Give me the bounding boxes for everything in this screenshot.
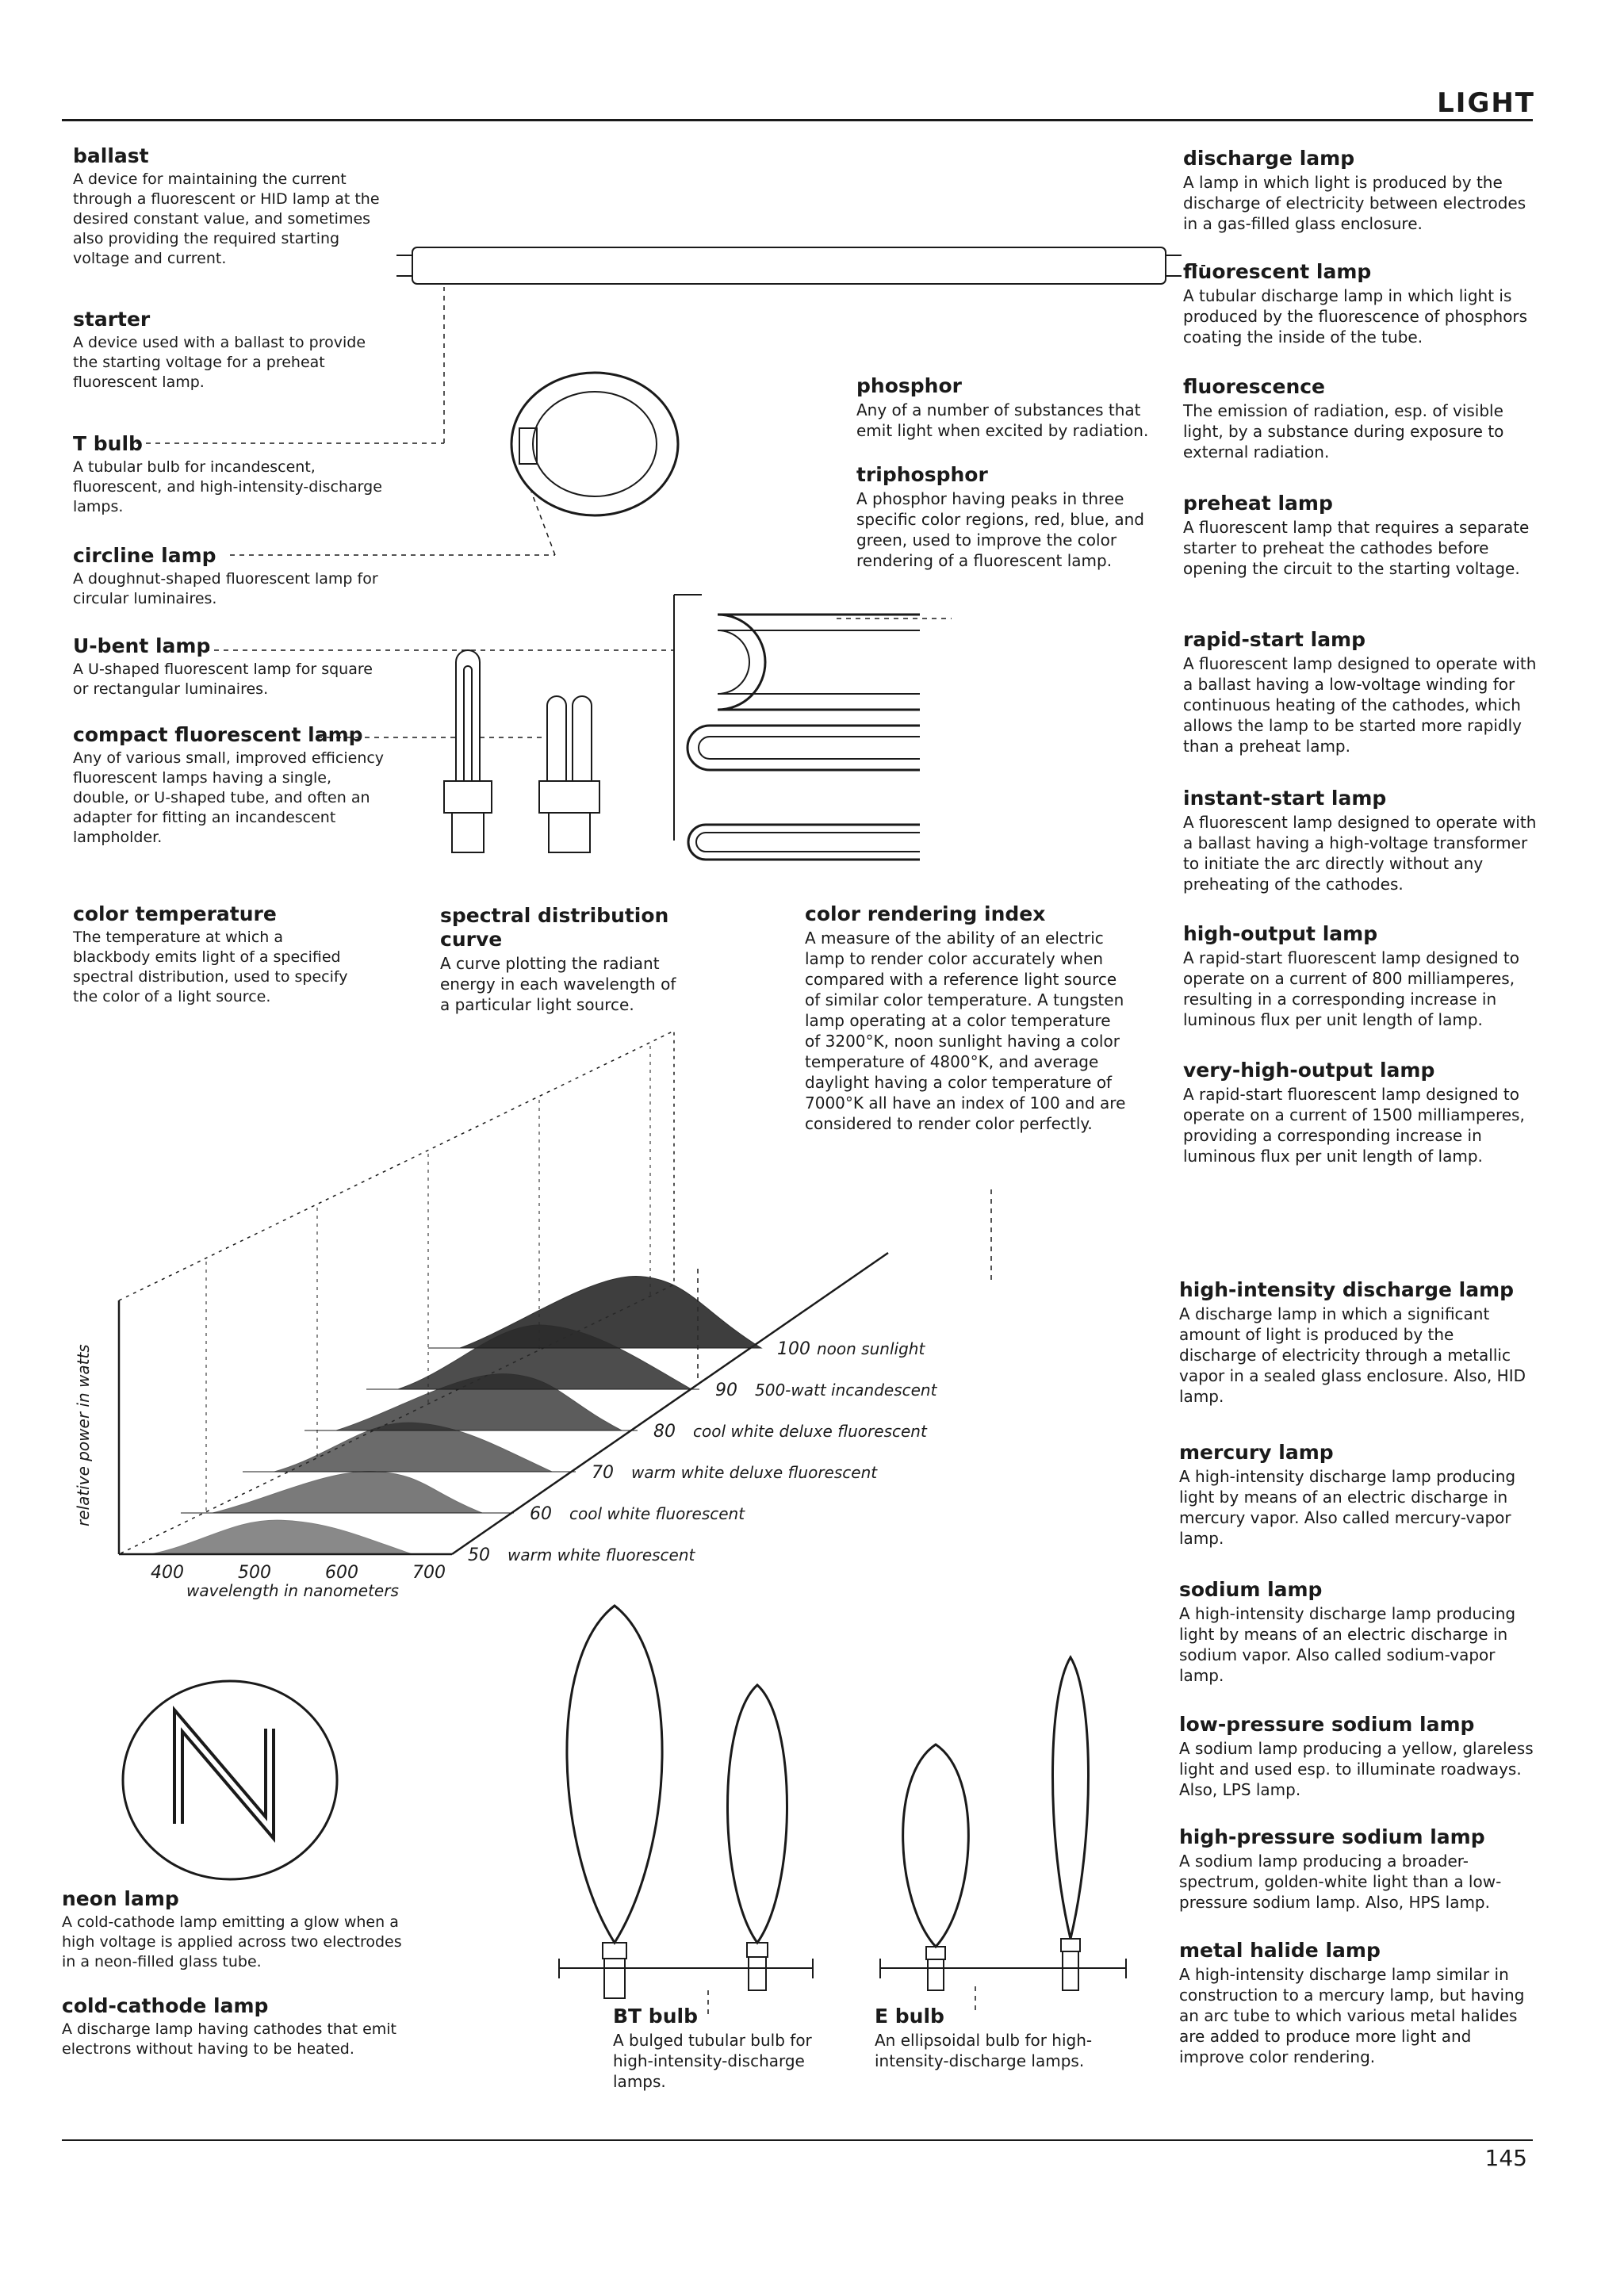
entry-definition: A device for maintaining the current through a fluorescent or HID lamp at the desired constant value, and sometimes also providing the required starting voltage and current. <box>73 170 380 267</box>
entry-very-high-output-lamp <box>1183 1059 1540 1166</box>
entry-discharge-lamp <box>1183 147 1540 234</box>
entry-circline-lamp <box>73 544 390 609</box>
entry-low-pressure-sodium-lamp <box>1179 1713 1536 1800</box>
entry-compact-fluorescent-lamp <box>73 723 390 848</box>
entry-term: preheat lamp <box>1183 492 1333 515</box>
entry-term: high-output lamp <box>1183 922 1378 945</box>
entry-term: phosphor <box>856 374 962 397</box>
entry-term: instant-start lamp <box>1183 787 1387 810</box>
entry-term: fluorescence <box>1183 375 1326 398</box>
entry-definition: Any of a number of substances that emit light when excited by radiation. <box>856 400 1149 440</box>
entry-term: fluorescent lamp <box>1183 260 1372 283</box>
entry-term: sodium lamp <box>1179 1578 1323 1601</box>
entry-definition: A sodium lamp producing a yellow, glareless light and used esp. to illuminate roadways. Also, LPS lamp. <box>1179 1739 1534 1799</box>
entry-triphosphor <box>856 463 1150 571</box>
entry-definition: A fluorescent lamp that requires a separate starter to preheat the cathodes before opening the circuit to the starting voltage. <box>1183 518 1530 578</box>
entry-definition: A lamp in which light is produced by the discharge of electricity between electrodes in a gas-filled glass enclosure. <box>1183 173 1526 233</box>
entry-definition: A doughnut-shaped fluorescent lamp for circular luminaires. <box>73 570 378 607</box>
entry-term: BT bulb <box>613 2005 698 2028</box>
entry-definition: A rapid-start fluorescent lamp designed to operate on a current of 1500 milliamperes, providing a corresponding increase in luminous flux per unit length of lamp. <box>1183 1085 1525 1166</box>
entry-spectral-distribution-curve <box>440 904 678 1015</box>
entry-starter <box>73 308 390 393</box>
entry-preheat-lamp <box>1183 492 1540 579</box>
entry-high-pressure-sodium-lamp <box>1179 1825 1536 1913</box>
entry-definition: A high-intensity discharge lamp producing light by means of an electric discharge in mercury vapor. Also called mercury-vapor lamp. <box>1179 1467 1516 1548</box>
entry-color-rendering-index <box>805 902 1130 1134</box>
cri-tick-label: 60 <box>530 1504 552 1524</box>
entry-metal-halide-lamp <box>1179 1939 1536 2067</box>
entry-definition: An ellipsoidal bulb for high-intensity-discharge lamps. <box>875 2031 1093 2070</box>
entry-term: T bulb <box>73 432 143 455</box>
entry-term: high-pressure sodium lamp <box>1179 1825 1485 1848</box>
entry-definition: A curve plotting the radiant energy in each wavelength of a particular light source. <box>440 954 676 1014</box>
entry-term: spectral distribution curve <box>440 904 669 951</box>
page-number: 145 <box>1484 2145 1527 2171</box>
entry-definition: A phosphor having peaks in three specific color regions, red, blue, and green, used to improve the color rendering of a fluorescent lamp. <box>856 489 1144 570</box>
entry-term: metal halide lamp <box>1179 1939 1381 1962</box>
entry-definition: A fluorescent lamp designed to operate with a ballast having a low-voltage winding for continuous heating of the cathodes, which allows the lamp to be started more rapidly than a preheat lamp. <box>1183 654 1537 756</box>
entry-phosphor <box>856 374 1150 441</box>
x-tick-label: 400 <box>151 1563 184 1583</box>
entry-definition: A tubular discharge lamp in which light is produced by the fluorescence of phosphors coating the inside of the tube. <box>1183 286 1528 347</box>
entry-definition: A sodium lamp producing a broader-spectrum, golden-white light than a low-pressure sodium lamp. Also, HPS lamp. <box>1179 1852 1502 1912</box>
entry-fluorescence <box>1183 375 1540 462</box>
entry-definition: A discharge lamp in which a significant amount of light is produced by the discharge of electricity through a metallic vapor in a sealed glass enclosure. Also, HID lamp. <box>1179 1304 1526 1406</box>
entry-high-intensity-discharge-lamp <box>1179 1278 1536 1407</box>
chart-x-axis-label: wavelength in nanometers <box>186 1581 399 1600</box>
entry-term: circline lamp <box>73 544 216 567</box>
entry-definition: A measure of the ability of an electric lamp to render color accurately when compared with a reference light source of similar color temperature. A tungsten lamp operating at a color temperature of 3200°K, noon sunlight having a color temperature of 4800°K, and average daylight having a color temperature of 7000°K all have an index of 100 and are considered to render color perfectly. <box>805 929 1126 1133</box>
entry-t-bulb <box>73 432 390 517</box>
entry-term: color rendering index <box>805 902 1046 925</box>
entry-term: starter <box>73 308 151 331</box>
cri-tick-label: 90 <box>715 1381 737 1400</box>
spectrum-silhouette <box>213 1472 482 1513</box>
entry-mercury-lamp <box>1179 1441 1536 1549</box>
x-tick-label: 600 <box>325 1563 358 1583</box>
entry-definition: A discharge lamp having cathodes that emit electrons without having to be heated. <box>62 2020 396 2058</box>
entry-term: U-bent lamp <box>73 634 211 657</box>
entry-u-bent-lamp <box>73 634 390 699</box>
cri-tick-label: 100 <box>777 1339 810 1359</box>
entry-high-output-lamp <box>1183 922 1540 1030</box>
x-tick-label: 500 <box>238 1563 271 1583</box>
entry-term: ballast <box>73 144 149 167</box>
entry-term: compact fluorescent lamp <box>73 723 363 746</box>
entry-term: high-intensity discharge lamp <box>1179 1278 1515 1301</box>
spectrum-silhouette <box>151 1520 412 1554</box>
entry-term: low-pressure sodium lamp <box>1179 1713 1475 1736</box>
entry-definition: A bulged tubular bulb for high-intensity-discharge lamps. <box>613 2031 812 2091</box>
light-source-label: warm white fluorescent <box>508 1545 695 1564</box>
light-source-label: noon sunlight <box>817 1339 925 1358</box>
entry-fluorescent-lamp <box>1183 260 1540 347</box>
entry-sodium-lamp <box>1179 1578 1536 1686</box>
entry-term: neon lamp <box>62 1887 179 1910</box>
cri-tick-label: 70 <box>592 1463 614 1483</box>
entry-definition: A tubular bulb for incandescent, fluorescent, and high-intensity-discharge lamps. <box>73 458 382 515</box>
cri-tick-label: 50 <box>468 1545 490 1565</box>
light-source-label: warm white deluxe fluorescent <box>631 1463 878 1482</box>
entry-ballast <box>73 144 390 269</box>
entry-definition: The emission of radiation, esp. of visible light, by a substance during exposure to external radiation. <box>1183 401 1504 461</box>
light-source-label: cool white fluorescent <box>569 1504 745 1523</box>
entry-definition: Any of various small, improved efficiency fluorescent lamps having a single, double, or U-shaped tube, and often an adapter for fitting an incandescent lampholder. <box>73 749 385 846</box>
spectrum-silhouette <box>460 1277 761 1348</box>
entry-term: triphosphor <box>856 463 988 486</box>
entry-definition: A U-shaped fluorescent lamp for square or rectangular luminaires. <box>73 661 373 698</box>
entry-instant-start-lamp <box>1183 787 1540 894</box>
entry-term: very-high-output lamp <box>1183 1059 1435 1082</box>
entry-cold-cathode-lamp <box>62 1994 419 2059</box>
entry-term: rapid-start lamp <box>1183 628 1366 651</box>
entry-definition: The temperature at which a blackbody emits light of a specified spectral distribution, used to specify the color of a light source. <box>73 929 348 1005</box>
entry-term: E bulb <box>875 2005 944 2028</box>
entry-term: cold-cathode lamp <box>62 1994 269 2017</box>
cri-tick-label: 80 <box>653 1422 676 1442</box>
entry-definition: A fluorescent lamp designed to operate with a ballast having a high-voltage transformer to initiate the arc directly without any preheating of the cathodes. <box>1183 813 1537 894</box>
chart-y-axis-label: relative power in watts <box>74 1344 93 1526</box>
entry-term: discharge lamp <box>1183 147 1355 170</box>
entry-definition: A high-intensity discharge lamp similar in construction to a mercury lamp, but having an arc tube to which various metal halides are added to produce more light and improve color rendering. <box>1179 1965 1525 2066</box>
entry-color-temperature <box>73 902 358 1007</box>
light-source-label: cool white deluxe fluorescent <box>693 1422 927 1441</box>
light-source-label: 500-watt incandescent <box>755 1381 937 1400</box>
entry-bt-bulb <box>613 2005 843 2092</box>
entry-definition: A high-intensity discharge lamp producing light by means of an electric discharge in sodium vapor. Also called sodium-vapor lamp. <box>1179 1604 1516 1685</box>
entry-rapid-start-lamp <box>1183 628 1540 756</box>
entry-neon-lamp <box>62 1887 411 1972</box>
entry-definition: A rapid-start fluorescent lamp designed to operate on a current of 800 milliamperes, resulting in a corresponding increase in luminous flux per unit length of lamp. <box>1183 948 1519 1029</box>
entry-e-bulb <box>875 2005 1105 2071</box>
entry-definition: A cold-cathode lamp emitting a glow when a high voltage is applied across two electrodes in a neon-filled glass tube. <box>62 1913 402 1970</box>
running-head: LIGHT <box>1437 87 1535 119</box>
entry-term: color temperature <box>73 902 277 925</box>
entry-definition: A device used with a ballast to provide the starting voltage for a preheat fluorescent lamp. <box>73 334 366 391</box>
x-tick-label: 700 <box>412 1563 446 1583</box>
entry-term: mercury lamp <box>1179 1441 1334 1464</box>
